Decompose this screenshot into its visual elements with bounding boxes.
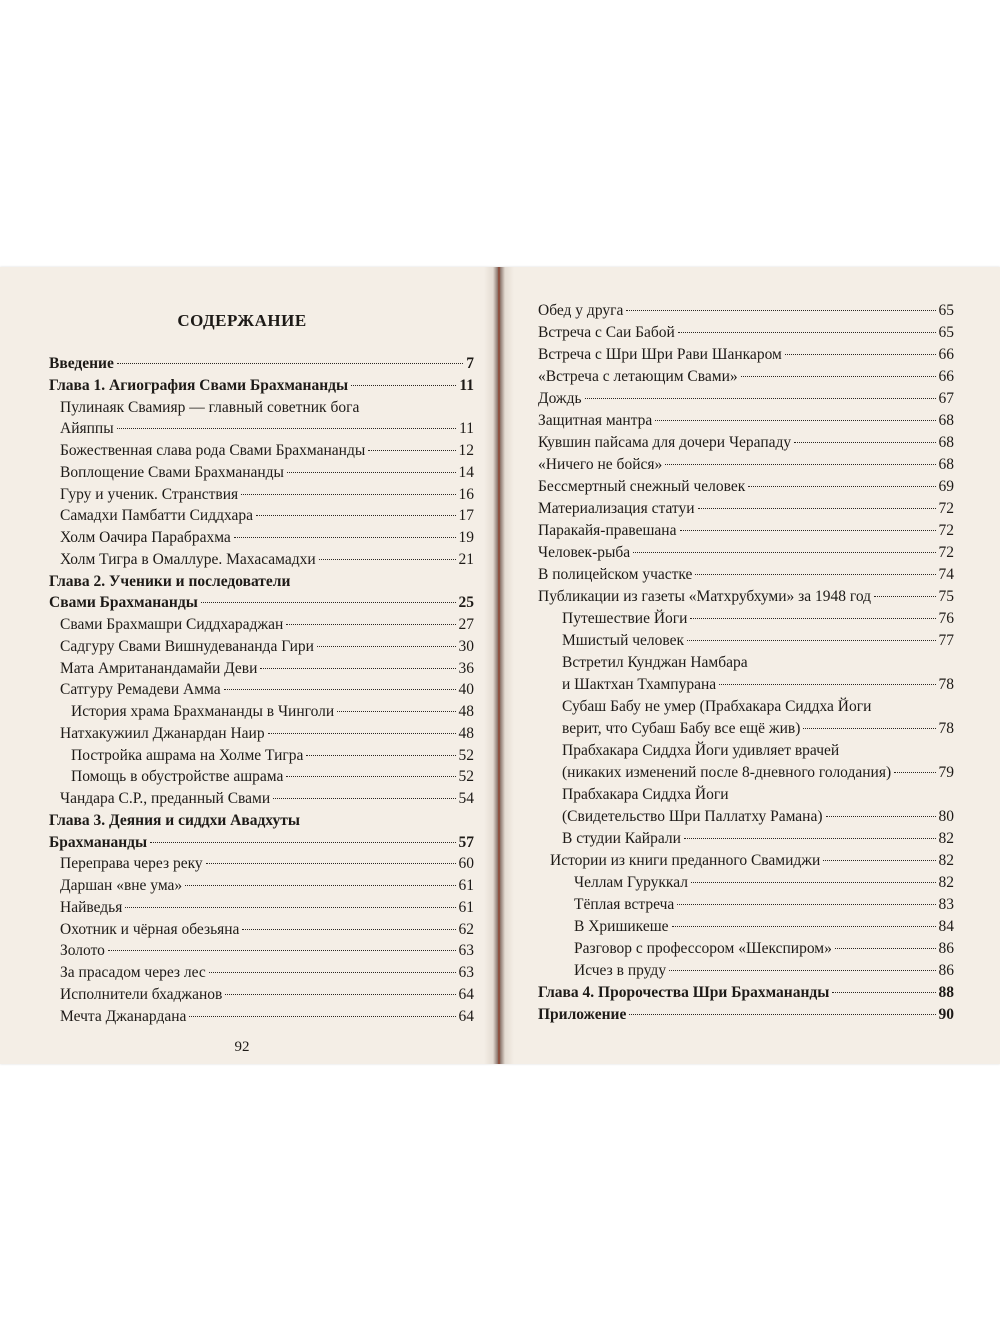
toc-entry-page: 69 [938, 478, 954, 495]
toc-entry [60, 528, 474, 548]
toc-entry-title: Брахмананды [49, 833, 148, 851]
toc-entry-page: 72 [938, 522, 954, 539]
toc-entry [538, 521, 954, 541]
toc-entry [49, 376, 474, 396]
toc-entry-page: 62 [458, 920, 474, 938]
toc-entry-page: 86 [938, 940, 954, 957]
toc-entry-title: История храма Брахмананды в Чинголи [71, 703, 335, 720]
toc-entry [538, 301, 954, 321]
toc-entry-page: 19 [458, 529, 474, 546]
toc-entry [60, 463, 474, 483]
dot-leader [626, 310, 935, 311]
toc-entry-title: Помощь в обустройстве ашрама [71, 768, 284, 786]
toc-entry-title: Обед у друга [538, 302, 624, 319]
toc-entry [60, 398, 474, 418]
toc-entry-page: 67 [938, 390, 954, 407]
toc-entry [60, 506, 474, 526]
toc-entry-title: Чандара С.Р., преданный Свами [60, 790, 271, 807]
dot-leader [125, 907, 455, 908]
toc-entry-title: Паракайя-правешана [538, 522, 677, 539]
toc-entry-page: 66 [938, 368, 954, 385]
toc-entry-title: Натхакужиил Джанардан Наир [60, 724, 265, 742]
dot-leader [794, 442, 935, 443]
toc-entry [538, 499, 954, 519]
toc-entry [538, 455, 954, 475]
dot-leader [225, 994, 455, 995]
toc-entry-page: 88 [938, 984, 954, 1001]
toc-entry-title: Глава 2. Ученики и последователи [49, 572, 291, 590]
toc-entry-title: Самадхи Памбатти Сиддхара [60, 507, 254, 525]
toc-entry-title: За прасадом через лес [60, 964, 206, 981]
dot-leader [287, 472, 456, 473]
toc-entry-title: «Ничего не бойся» [538, 456, 663, 473]
toc-entry-page: 84 [938, 918, 954, 935]
toc-entry-title: Материализация статуи [538, 500, 695, 517]
toc-entry [60, 1007, 474, 1027]
toc-entry-title: Встретил Кунджан Намбара [562, 654, 748, 671]
toc-entry [60, 876, 474, 896]
toc-entry-title: Айяппы [60, 420, 114, 438]
dot-leader [785, 354, 936, 355]
toc-entry-title: В полицейском участке [538, 566, 693, 583]
toc-entry-page: 14 [458, 463, 474, 481]
toc-entry-title: Найведья [60, 898, 123, 916]
dot-leader [894, 772, 935, 773]
toc-entry-page: 52 [458, 746, 474, 764]
dot-leader [242, 929, 455, 930]
page-title: СОДЕРЖАНИЕ [177, 311, 307, 330]
toc-entry-title: Дождь [538, 390, 582, 407]
dot-leader [150, 842, 455, 843]
toc-entry [574, 917, 954, 937]
toc-entry-title: Челлам Гуруккал [574, 874, 688, 891]
toc-entry [562, 741, 954, 761]
toc-entry-title: Прабхакара Сиддха Йоги [562, 786, 729, 803]
toc-entry-title: Бессмертный снежный человек [538, 478, 746, 495]
toc-entry [538, 389, 954, 409]
toc-entry [60, 789, 474, 809]
toc-entry-page: 60 [458, 855, 474, 873]
dot-leader [201, 602, 456, 603]
toc-entry-page: 72 [938, 544, 954, 561]
dot-leader [317, 646, 456, 647]
toc-entry-page: 11 [459, 420, 474, 438]
toc-entry [562, 763, 954, 783]
toc-entry-title: Мечта Джанардана [60, 1007, 187, 1025]
dot-leader [273, 798, 455, 799]
toc-entry-title: верит, что Субаш Бабу все ещё жив) [562, 720, 801, 737]
toc-entry-page: 74 [938, 566, 954, 583]
toc-entry [60, 441, 474, 461]
dot-leader [826, 816, 936, 817]
dot-leader [256, 515, 455, 516]
toc-entry-page: 90 [938, 1006, 954, 1023]
dot-leader [319, 559, 456, 560]
toc-entry-title: В студии Кайрали [562, 830, 681, 847]
toc-entry-title: Свами Брахмананды [49, 594, 198, 612]
dot-leader [678, 332, 936, 333]
toc-entry-page: 63 [458, 964, 474, 981]
toc-entry [60, 637, 474, 657]
dot-leader [680, 530, 936, 531]
toc-entry-page: 61 [458, 898, 474, 916]
toc-entry-title: Встреча с Шри Шри Рави Шанкаром [538, 346, 782, 363]
dot-leader [629, 1014, 935, 1015]
toc-entry-title: Свами Брахмашри Сиддхараджан [60, 616, 284, 633]
toc-entry-page: 25 [458, 594, 474, 612]
toc-entry-title: «Встреча с летающим Свами» [538, 368, 738, 385]
dot-leader [691, 882, 936, 883]
dot-leader [677, 904, 935, 905]
toc-entry-title: Мшистый человек [562, 632, 685, 649]
toc-entry-title: Даршан «вне ума» [60, 877, 183, 894]
toc-entry-title: Охотник и чёрная обезьяна [60, 920, 240, 938]
toc-entry-title: Истории из книги преданного Свамиджи [550, 852, 821, 869]
dot-leader [684, 838, 936, 839]
dot-leader [633, 552, 935, 553]
toc-entry [60, 615, 474, 635]
toc-entry [562, 697, 954, 717]
dot-leader [803, 728, 935, 729]
dot-leader [108, 950, 456, 951]
toc-entry-page: 76 [938, 610, 954, 627]
toc-entry-page: 52 [458, 768, 474, 786]
toc-entry-title: Гуру и ученик. Странствия [60, 485, 239, 503]
toc-entry [60, 963, 474, 983]
toc-entry [538, 477, 954, 497]
toc-entry [562, 785, 954, 805]
dot-leader [351, 385, 456, 386]
toc-entry-title: Кувшин пайсама для дочери Черападу [538, 434, 792, 451]
toc-entry-title: Переправа через реку [60, 855, 203, 873]
toc-entry [538, 345, 954, 365]
toc-entry-title: Божественная слава рода Свами Брахмананды [60, 442, 366, 459]
toc-entry-title: Исчез в пруду [574, 962, 667, 979]
toc-entry-page: 80 [938, 808, 954, 825]
toc-entry [538, 367, 954, 387]
toc-entry-title: Золото [60, 942, 105, 960]
dot-leader [286, 776, 455, 777]
toc-entry-title: и Шактхан Тхампурана [562, 676, 717, 693]
toc-entry [71, 702, 474, 722]
toc-entry-title: Садгуру Свами Вишнудевананда Гири [60, 637, 314, 655]
toc-entry-page: 66 [938, 346, 954, 363]
toc-entry [60, 854, 474, 874]
toc-entry [60, 659, 474, 679]
toc-entry-title: Публикации из газеты «Матхрубхуми» за 1948 год [538, 588, 872, 605]
toc-entry-page: 82 [938, 874, 954, 891]
toc-entry-page: 72 [938, 500, 954, 517]
toc-entry-page: 36 [458, 659, 474, 677]
dot-leader [117, 428, 456, 429]
dot-leader [655, 420, 935, 421]
dot-leader [669, 970, 935, 971]
dot-leader [185, 885, 455, 886]
toc-entry-title: Защитная мантра [538, 412, 653, 429]
toc-entry-title: Воплощение Свами Брахмананды [60, 463, 284, 481]
dot-leader [209, 972, 456, 973]
toc-entry [562, 829, 954, 849]
toc-entry [538, 433, 954, 453]
toc-entry-page: 64 [458, 985, 474, 1003]
toc-entry-title: Пулинаяк Свамияр — главный советник бога [60, 398, 360, 416]
toc-entry [562, 631, 954, 651]
dot-leader [672, 926, 936, 927]
toc-entry [574, 961, 954, 981]
dot-leader [224, 689, 456, 690]
toc-entry [538, 411, 954, 431]
toc-entry [574, 939, 954, 959]
dot-leader [117, 363, 463, 364]
toc-entry-page: 79 [938, 764, 954, 781]
toc-entry-title: Тёплая встреча [574, 896, 675, 913]
toc-entry-title: Холм Тигра в Омаллуре. Махасамадхи [60, 550, 316, 568]
toc-entry-page: 30 [458, 637, 474, 655]
dot-leader [337, 711, 455, 712]
dot-leader [698, 508, 936, 509]
toc-entry [60, 419, 474, 439]
dot-leader [874, 596, 935, 597]
page-number: 92 [234, 1039, 250, 1055]
toc-entry [49, 811, 474, 831]
toc-entry [538, 323, 954, 343]
toc-entry-page: 48 [458, 724, 474, 742]
toc-entry [60, 941, 474, 961]
dot-leader [260, 668, 455, 669]
toc-entry-page: 65 [938, 302, 954, 319]
dot-leader [832, 992, 935, 993]
toc-entry-page: 83 [938, 896, 954, 913]
book-spread [0, 267, 1000, 1064]
toc-entry-title: Путешествие Йоги [562, 610, 688, 627]
toc-entry [574, 873, 954, 893]
toc-entry-title: Постройка ашрама на Холме Тигра [71, 746, 304, 764]
toc-entry-title: Встреча с Саи Бабой [538, 324, 675, 341]
toc-entry-title: Прабхакара Сиддха Йоги удивляет врачей [562, 742, 840, 759]
toc-entry-page: 27 [458, 616, 474, 633]
toc-entry-title: Холм Оачира Парабрахма [60, 529, 231, 546]
dot-leader [189, 1016, 455, 1017]
toc-entry-page: 64 [458, 1007, 474, 1025]
toc-entry-page: 40 [458, 681, 474, 699]
toc-entry-title: В Хришикеше [574, 918, 669, 935]
toc-entry-title: Разговор с профессором «Шекспиром» [574, 940, 832, 957]
toc-entry-page: 61 [458, 877, 474, 894]
dot-leader [748, 486, 935, 487]
toc-entry-title: Сатгуру Ремадеви Амма [60, 681, 221, 699]
toc-entry-page: 68 [938, 456, 954, 473]
toc-entry-page: 11 [459, 376, 474, 394]
toc-entry-title: (никаких изменений после 8-дневного голодания) [562, 764, 892, 781]
toc-entry-page: 77 [938, 632, 954, 649]
toc-entry-title: Человек-рыба [538, 544, 631, 561]
toc-entry-title: Субаш Бабу не умер (Прабхакара Сиддха Йоги [562, 698, 872, 715]
dot-leader [719, 684, 935, 685]
toc-entry [60, 680, 474, 700]
toc-entry-title: Введение [49, 355, 114, 372]
toc-entry-page: 48 [458, 703, 474, 720]
toc-entry-title: (Свидетельство Шри Паллатху Рамана) [562, 808, 823, 825]
toc-entry-page: 78 [938, 676, 954, 693]
toc-entry [562, 807, 954, 827]
toc-entry-page: 57 [458, 833, 474, 851]
toc-entry [60, 898, 474, 918]
toc-entry [550, 851, 954, 871]
toc-entry-page: 75 [938, 588, 954, 605]
dot-leader [665, 464, 935, 465]
dot-leader [206, 863, 456, 864]
toc-entry [60, 485, 474, 505]
toc-entry-page: 16 [458, 485, 474, 503]
dot-leader [690, 618, 935, 619]
toc-entry-page: 7 [466, 355, 474, 372]
toc-entry [574, 895, 954, 915]
toc-entry [60, 985, 474, 1005]
toc-entry-page: 12 [458, 442, 474, 459]
toc-entry-title: Мата Амританандамайи Деви [60, 659, 258, 677]
toc-entry-title: Приложение [538, 1006, 627, 1023]
dot-leader [741, 376, 936, 377]
toc-entry [49, 593, 474, 613]
toc-entry-page: 82 [938, 852, 954, 869]
toc-entry-page: 86 [938, 962, 954, 979]
dot-leader [286, 624, 455, 625]
dot-leader [241, 494, 455, 495]
toc-entry-title: Исполнители бхаджанов [60, 985, 223, 1003]
right-page [514, 267, 1000, 1064]
dot-leader [823, 860, 935, 861]
toc-entry [538, 543, 954, 563]
toc-entry [562, 609, 954, 629]
dot-leader [835, 948, 936, 949]
toc-entry-page: 63 [458, 942, 474, 960]
toc-entry-page: 68 [938, 412, 954, 429]
toc-entry-page: 21 [458, 550, 474, 568]
toc-entry [538, 1005, 954, 1025]
toc-entry [49, 833, 474, 853]
book-gutter [484, 267, 514, 1064]
toc-entry [538, 565, 954, 585]
toc-entry-page: 54 [458, 790, 474, 807]
toc-entry-page: 68 [938, 434, 954, 451]
toc-entry-page: 78 [938, 720, 954, 737]
toc-entry [49, 354, 474, 374]
dot-leader [368, 450, 455, 451]
toc-entry-title: Глава 3. Деяния и сиддхи Авадхуты [49, 811, 300, 829]
toc-entry [71, 767, 474, 787]
toc-entry [60, 550, 474, 570]
toc-entry [562, 653, 954, 673]
toc-entry-page: 82 [938, 830, 954, 847]
left-page [0, 267, 484, 1064]
toc-entry [538, 983, 954, 1003]
toc-entry [60, 920, 474, 940]
toc-entry-page: 65 [938, 324, 954, 341]
dot-leader [695, 574, 935, 575]
dot-leader [687, 640, 935, 641]
dot-leader [306, 755, 455, 756]
toc-entry-page: 17 [458, 507, 474, 525]
toc-entry [562, 675, 954, 695]
toc-entry [562, 719, 954, 739]
toc-entry [538, 587, 954, 607]
dot-leader [268, 733, 456, 734]
toc-entry [60, 724, 474, 744]
toc-entry-title: Глава 4. Пророчества Шри Брахмананды [538, 984, 830, 1001]
toc-entry [71, 746, 474, 766]
dot-leader [585, 398, 936, 399]
dot-leader [234, 537, 456, 538]
toc-entry-title: Глава 1. Агиография Свами Брахмананды [49, 376, 349, 394]
toc-entry [49, 572, 474, 592]
